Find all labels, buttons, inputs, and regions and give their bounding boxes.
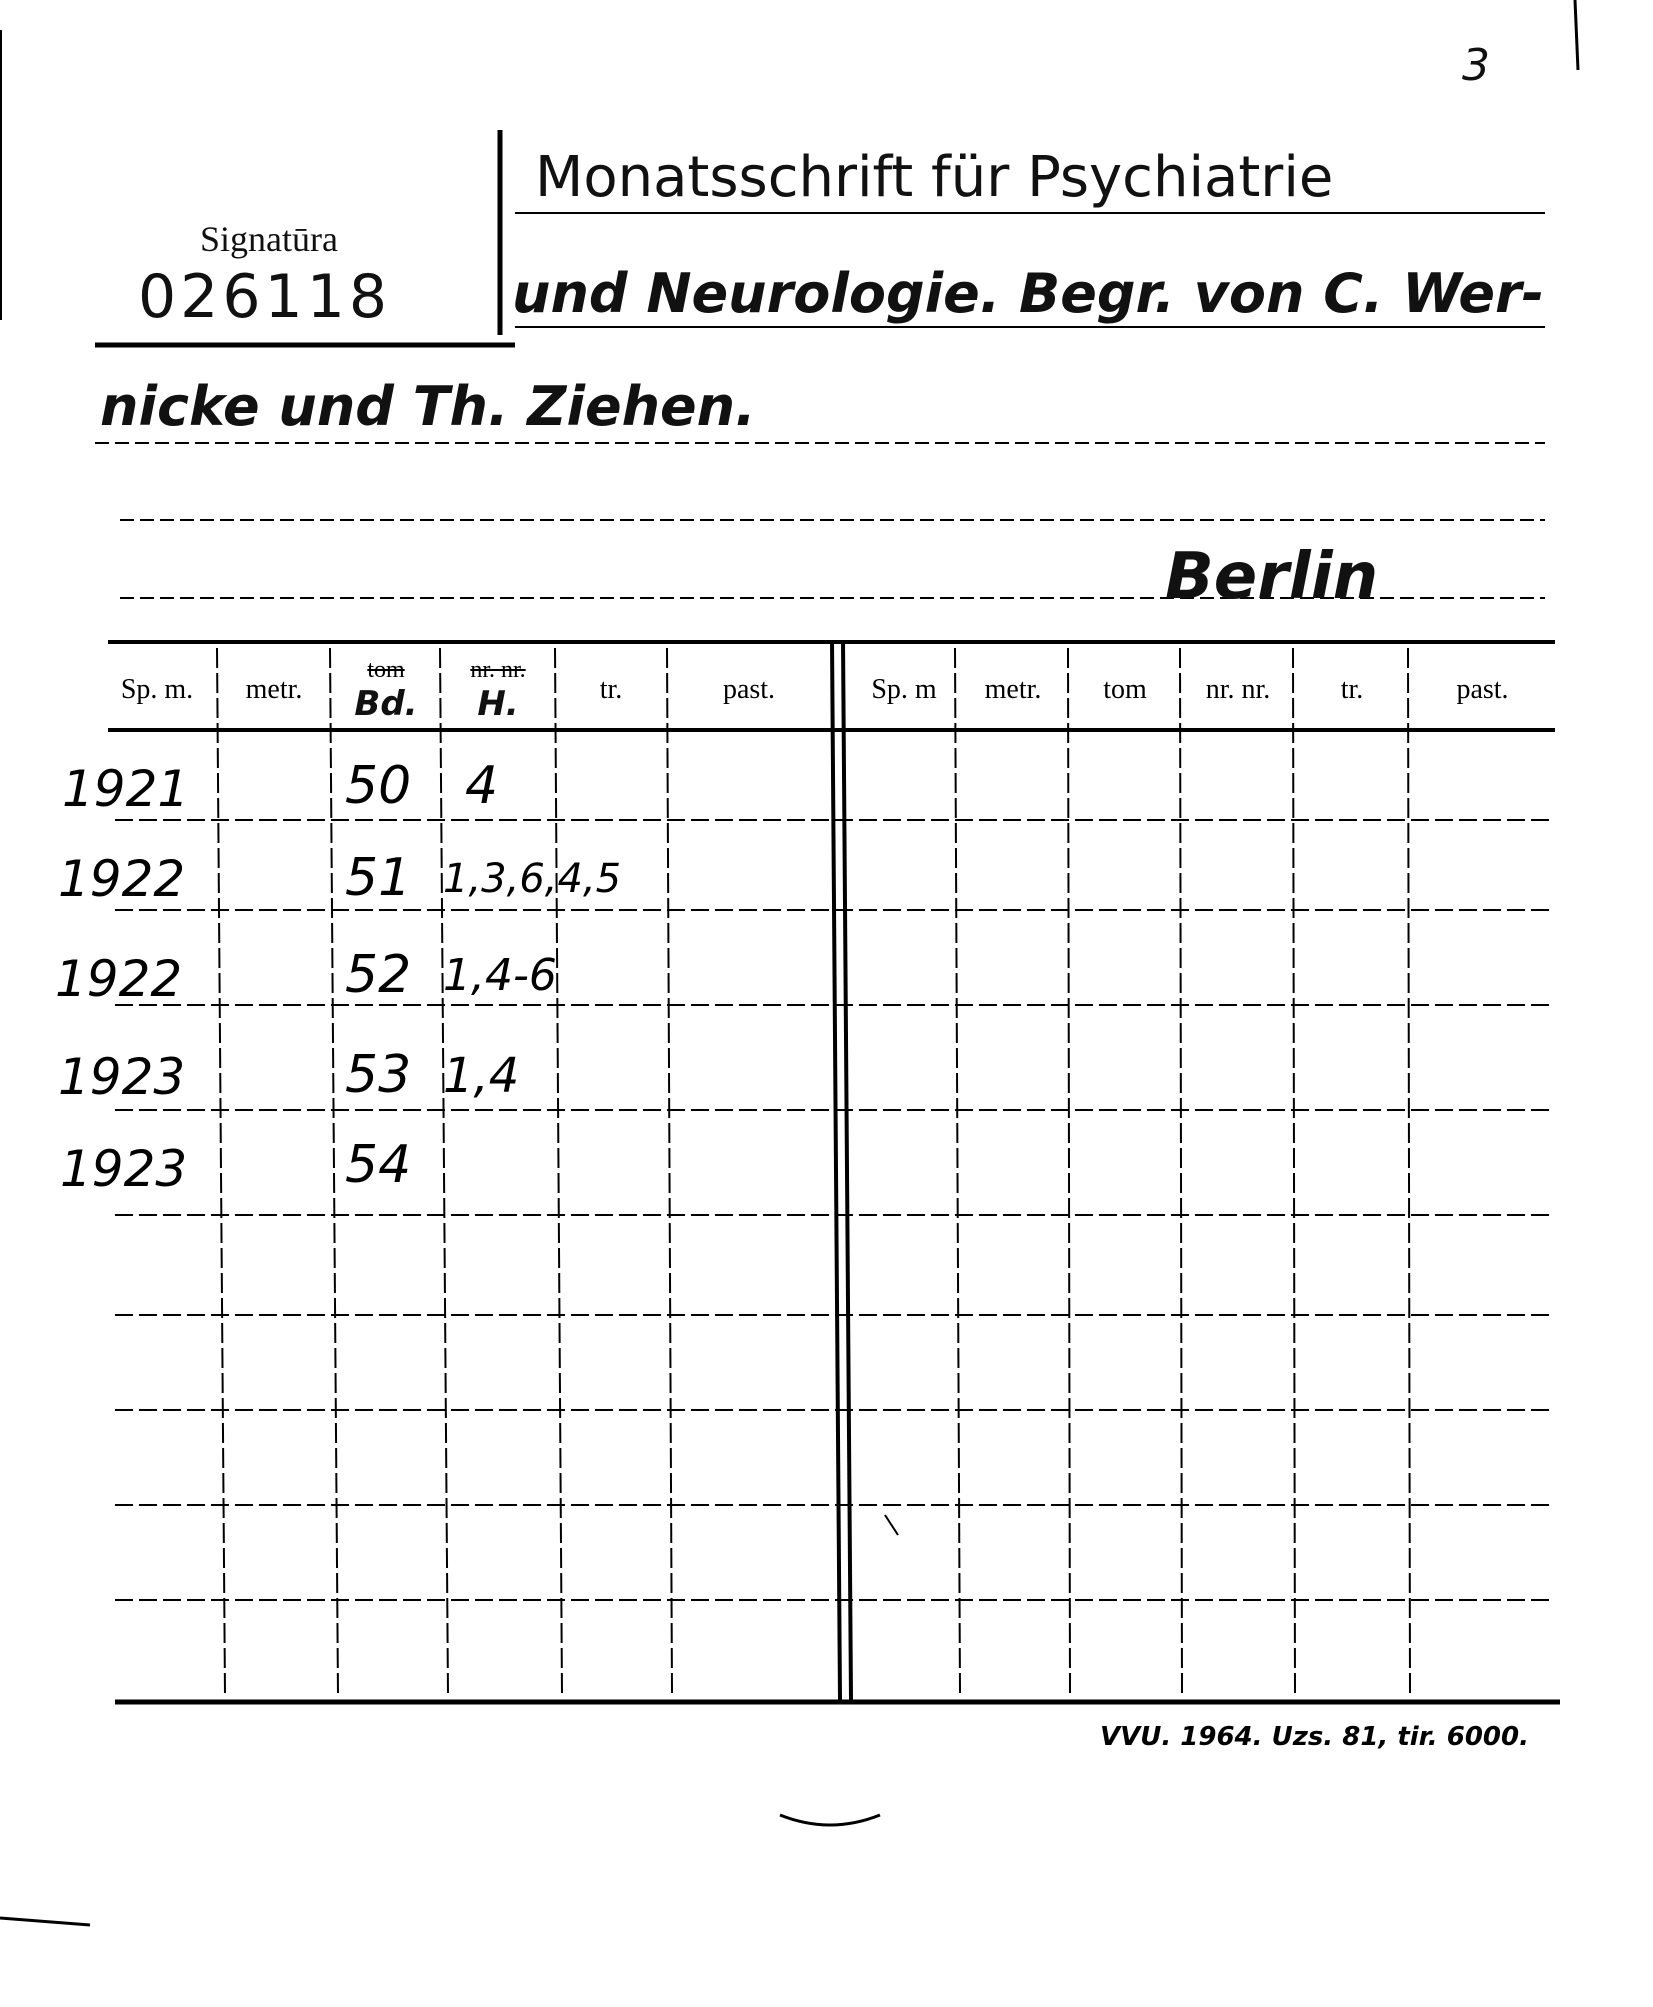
row-tom: 51 [345, 848, 412, 908]
row-year: 1923 [60, 1140, 188, 1198]
header-nr-print: nr. nr. [470, 656, 526, 683]
header-right-sp-m: Sp. m [871, 674, 937, 705]
row-tom: 50 [345, 756, 412, 816]
row-numbers: 1,4 [443, 1048, 520, 1104]
row-year: 1921 [62, 760, 190, 818]
title-line-1: Monatsschrift für Psychiatrie [535, 145, 1334, 210]
row-tom: 54 [345, 1135, 412, 1195]
page-number: 3 [1462, 40, 1490, 91]
header-right-past: past. [1456, 674, 1509, 705]
header-past: past. [722, 674, 776, 705]
place-of-publication: Berlin [1165, 540, 1379, 614]
title-line-2: und Neurologie. Begr. von C. Wer- [512, 262, 1544, 325]
row-numbers: 1,4-6 [443, 950, 557, 1001]
header-tom [332, 655, 440, 725]
row-year: 1922 [58, 850, 186, 908]
row-tom: 52 [345, 945, 412, 1005]
header-tom-handwritten: Bd. [354, 683, 418, 724]
header-nr-handwritten: H. [477, 683, 519, 724]
header-right-tom: tom [1103, 674, 1147, 705]
header-right-nr-nr: nr. nr. [1205, 674, 1271, 705]
signatura-value: 026118 [138, 262, 392, 332]
signatura-label: Signatūra [200, 219, 338, 259]
row-numbers: 4 [465, 756, 499, 816]
title-line-3: nicke und Th. Ziehen. [100, 375, 756, 438]
header-right-metr: metr. [984, 674, 1042, 705]
row-year: 1923 [58, 1048, 186, 1106]
header-metr: metr. [245, 674, 303, 705]
header-right-tr: tr. [1340, 674, 1364, 705]
header-tom-print: tom [367, 656, 405, 683]
header-sp-m: Sp. m. [120, 674, 194, 705]
row-year: 1922 [55, 950, 183, 1008]
header-nr-nr [442, 655, 554, 725]
row-numbers: 1,3,6,4,5 [443, 856, 622, 902]
print-run-footer: VVU. 1964. Uzs. 81, tir. 6000. [1100, 1722, 1529, 1752]
row-tom: 53 [345, 1045, 412, 1105]
header-tr: tr. [599, 674, 623, 705]
